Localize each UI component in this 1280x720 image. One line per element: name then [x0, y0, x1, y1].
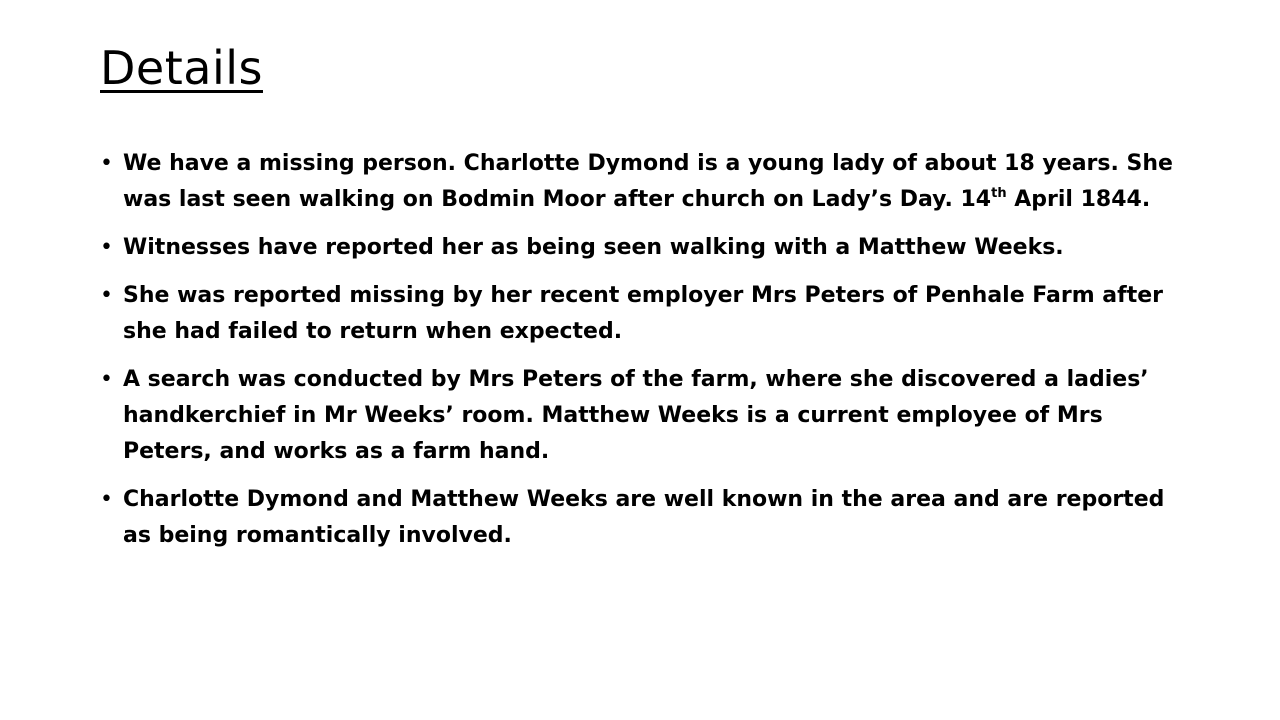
- bullet-text-after: April 1844.: [1006, 187, 1151, 212]
- bullet-dot-icon: •: [100, 367, 113, 392]
- bullet-text: Charlotte Dymond and Matthew Weeks are well known in the area and are reported as being romantically involved.: [123, 487, 1165, 548]
- bullet-item: [100, 482, 1180, 554]
- ordinal-superscript: th: [991, 186, 1007, 201]
- bullet-text: Witnesses have reported her as being seen walking with a Matthew Weeks.: [123, 235, 1064, 260]
- bullet-list: [100, 146, 1180, 566]
- bullet-dot-icon: •: [100, 487, 113, 512]
- bullet-text: [123, 146, 1180, 218]
- bullet-dot-icon: •: [100, 151, 113, 176]
- slide-title: Details: [100, 41, 263, 95]
- bullet-text: She was reported missing by her recent employer Mrs Peters of Penhale Farm after she had failed to return when expected.: [123, 283, 1164, 344]
- bullet-item: [100, 362, 1180, 470]
- bullet-text: A search was conducted by Mrs Peters of the farm, where she discovered a ladies’ handkerchief in Mr Weeks’ room. Matthew Weeks is a current employee of Mrs Peters, and works as a farm hand.: [123, 367, 1149, 464]
- bullet-dot-icon: •: [100, 283, 113, 308]
- bullet-item: [100, 278, 1180, 350]
- bullet-item: [100, 230, 1180, 266]
- bullet-text-before: We have a missing person. Charlotte Dymond is a young lady of about 18 years. She was last seen walking on Bodmin Moor after church on Lady’s Day. 14: [123, 151, 1173, 212]
- bullet-dot-icon: •: [100, 235, 113, 260]
- bullet-item: [100, 146, 1180, 218]
